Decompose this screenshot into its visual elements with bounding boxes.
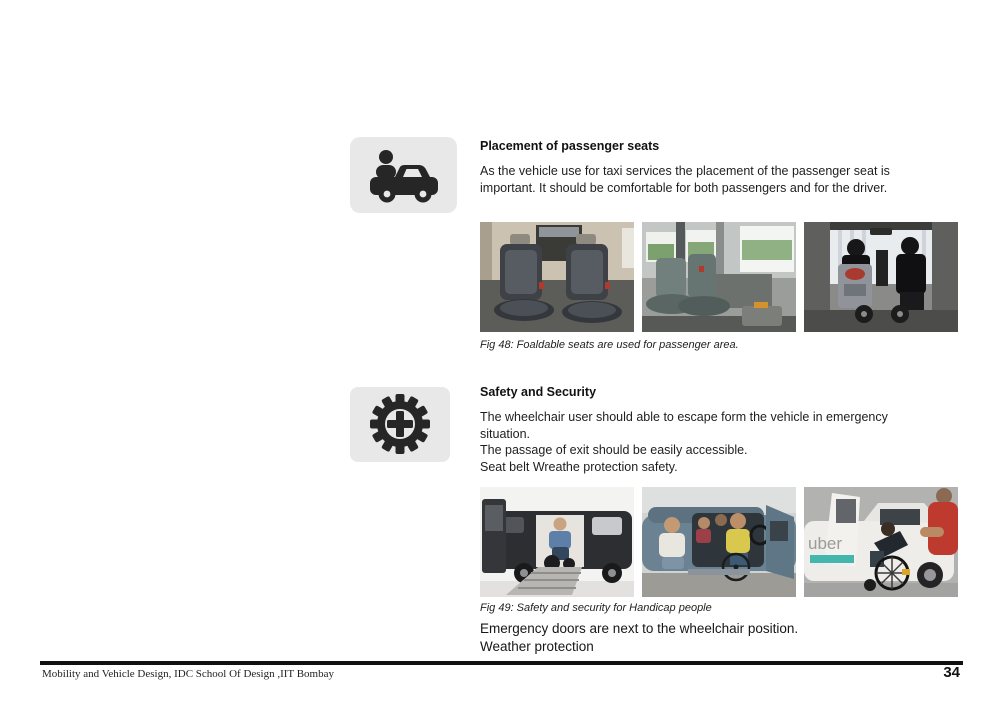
footer-text: Mobility and Vehicle Design, IDC School Of Design ,IIT Bombay [42,668,334,680]
passenger-seats-icon-box [350,137,457,213]
note-line: Weather protection [480,638,594,654]
note-line: Emergency doors are next to the wheelchair position. [480,621,799,636]
footer-rule [40,661,963,665]
taxi-wheelchair-photo-graphic [804,487,958,597]
fig49-photo-1 [480,487,634,597]
section-heading-safety: Safety and Security [480,385,597,399]
car-driver-photo-graphic [642,487,796,597]
fig49-image-row [480,487,958,597]
fig48-photo-2 [642,222,796,332]
body-line: The passage of exit should be easily accessible. [480,443,748,457]
body-line: Seat belt Wreathe protection safety. [480,459,678,474]
fig48-image-row [480,222,958,332]
safety-notes [480,620,950,655]
van-ramp-photo-graphic [480,487,634,597]
fig49-caption: Fig 49: Safety and security for Handicap people [480,602,712,614]
fig49-photo-3 [804,487,958,597]
van-seats-photo-graphic [480,222,634,332]
section-heading-placement: Placement of passenger seats [480,139,660,153]
body-line: The wheelchair user should able to escape form the vehicle in emergency [480,410,888,424]
car-with-driver-icon [350,137,457,213]
fig48-caption: Fig 48: Foaldable seats are used for passenger area. [480,339,739,351]
fig49-photo-2 [642,487,796,597]
rear-view-photo-graphic [804,222,958,332]
van-interior-photo-graphic [642,222,796,332]
page-number: 34 [943,664,960,681]
uber-logo-text: uber [808,534,843,553]
section-body-safety [480,409,950,475]
safety-gear-icon [350,387,450,462]
fig48-photo-1 [480,222,634,332]
fig48-photo-3 [804,222,958,332]
body-line: situation. [480,426,531,441]
safety-icon-box [350,387,450,462]
body-line: important. It should be comfortable for both passengers and for the driver. [480,180,888,195]
body-line: As the vehicle use for taxi services the placement of the passenger seat is [480,164,890,178]
section-body-placement [480,163,950,196]
